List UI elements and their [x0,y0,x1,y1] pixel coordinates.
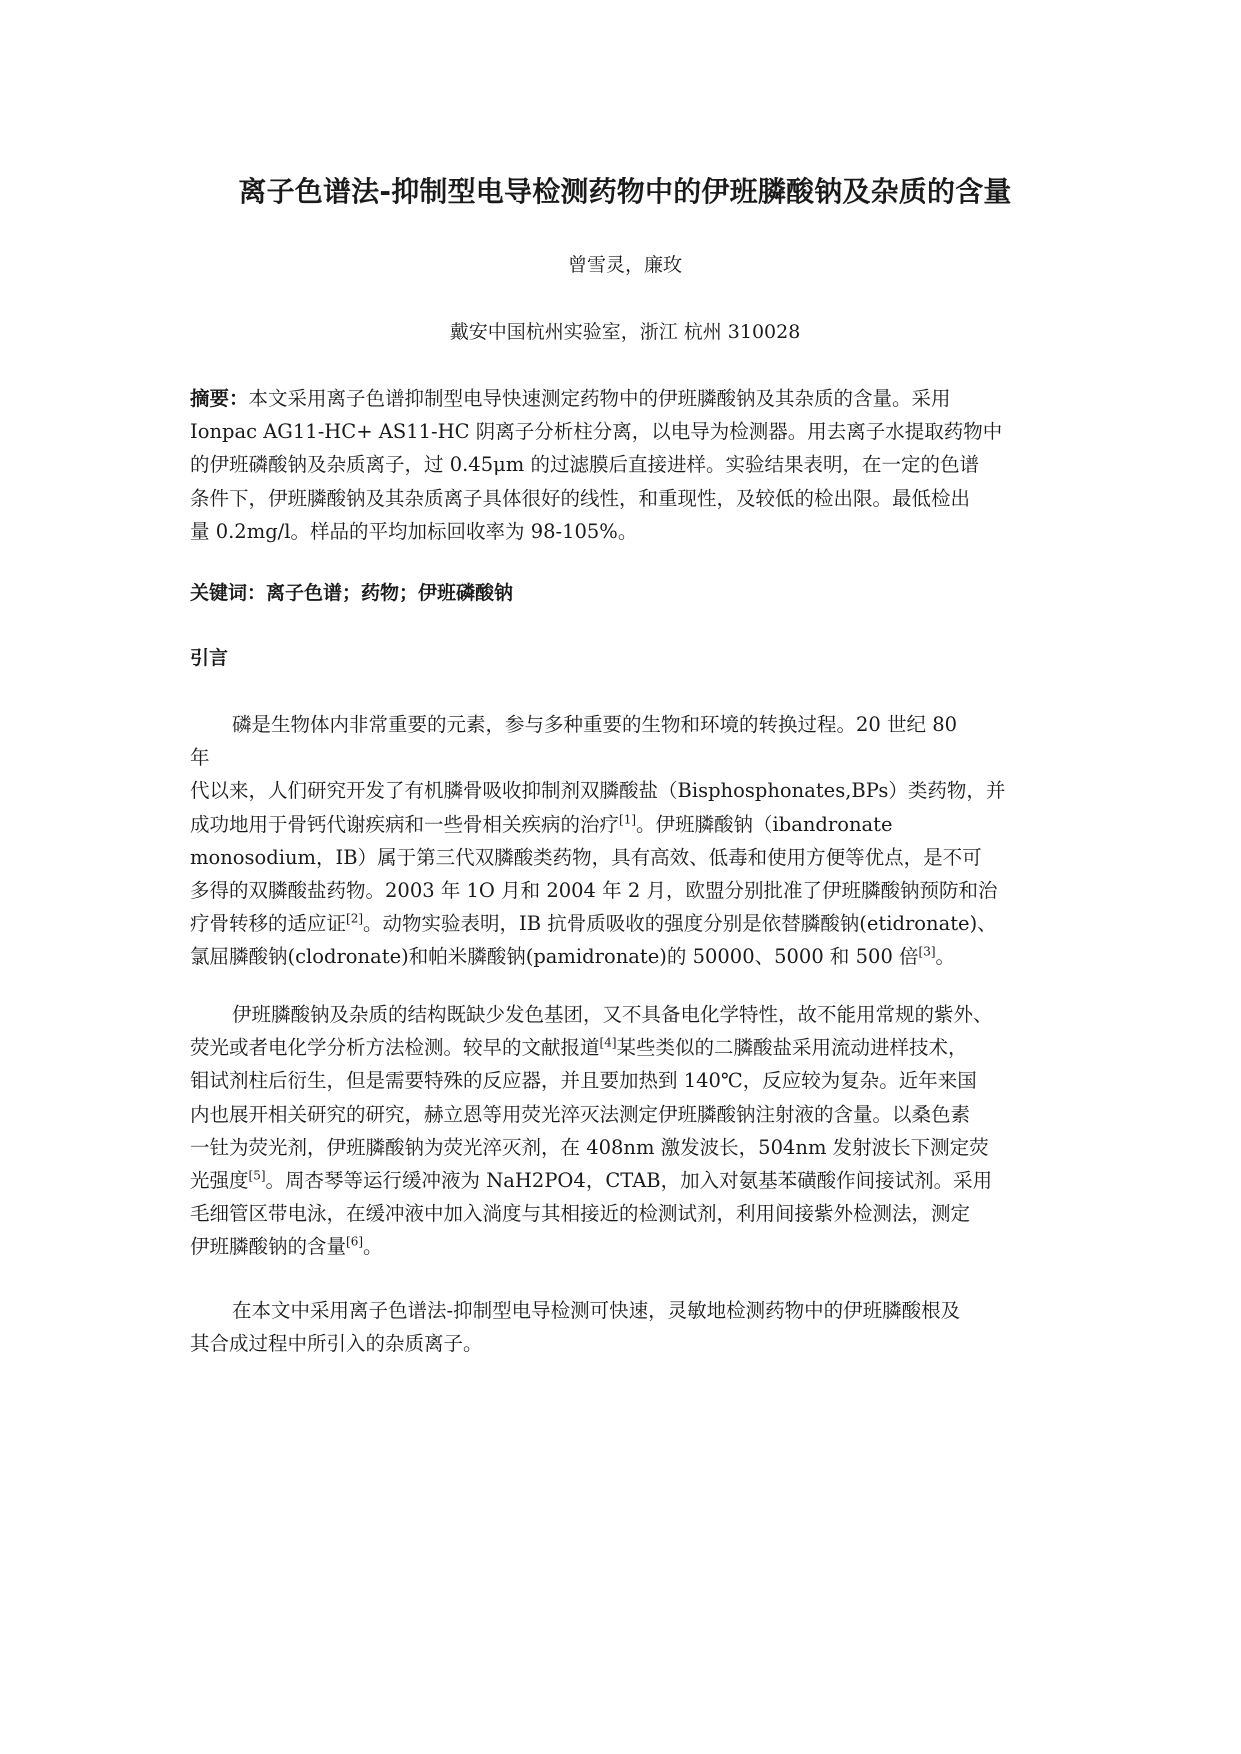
paragraph-line: 伊班膦酸钠及杂质的结构既缺少发色基团，又不具备电化学特性，故不能用常规的紫外、 [232,1003,993,1026]
affiliation: 戴安中国杭州实验室，浙江 杭州 310028 [449,321,801,343]
paragraph-line: 毛细管区带电泳，在缓冲液中加入淌度与其相接近的检测试剂，利用间接紫外检测法，测定 [190,1202,971,1226]
paragraph-line: monosodium，IB）属于第三代双膦酸类药物，具有高效、低毒和使用方便等优点，是不可 [190,845,982,869]
abstract-text: 本文采用离子色谱抑制型电导快速测定药物中的伊班膦酸钠及其杂质的含量。采用 [248,387,951,410]
abstract-line: Ionpac AG11-HC+ AS11-HC 阴离子分析柱分离，以电导为检测器。用去离子水提取药物中 [190,420,1003,444]
abstract-line: 的伊班磷酸钠及杂质离子，过 0.45μm 的过滤膜后直接进样。实验结果表明，在一定的色谱 [190,453,979,477]
abstract-line: 量 0.2mg/l。样品的平均加标回收率为 98-105%。 [190,519,638,543]
paragraph-line [190,940,1060,973]
text-segment: 。伊班膦酸钠（ibandronate [636,812,893,836]
paragraph-line [190,1164,1060,1197]
paragraph-line [190,907,1060,940]
abstract-line: 条件下，伊班膦酸钠及其杂质离子具体很好的线性，和重现性，及较低的检出限。最低检出 [190,486,971,510]
intro-paragraph-3 [190,1294,1060,1360]
text-segment: 。 [935,945,956,969]
author-list: 曾雪灵，廉玫 [567,254,682,276]
paragraph-line: 钼试剂柱后衍生，但是需要特殊的反应器，并且要加热到 140℃，反应较为复杂。近年来国 [190,1069,977,1093]
citation-ref[interactable]: [4] [599,1035,617,1050]
paragraph-line: 内也展开相关研究的研究，赫立恩等用荧光淬灭法测定伊班膦酸钠注射液的含量。以桑色素 [190,1102,971,1126]
text-segment: 荧光或者电化学分析方法检测。较早的文献报道 [190,1036,600,1060]
text-segment: 光强度 [190,1169,249,1193]
citation-ref[interactable]: [2] [346,911,364,926]
paragraph-line: 磷是生物体内非常重要的元素，参与多种重要的生物和环境的转换过程。20 世纪 80 [232,713,958,736]
paragraph-line [190,1230,1060,1263]
citation-ref[interactable]: [5] [248,1168,266,1183]
paragraph-line: 年 [190,746,210,770]
text-segment: 氯屈膦酸钠(clodronate)和帕米膦酸钠(pamidronate)的 50000、5000 和 500 倍 [190,945,919,969]
citation-ref[interactable]: [1] [619,812,637,827]
abstract-paragraph [190,382,1060,548]
intro-paragraph-2 [190,998,1060,1264]
paragraph-line: 在本文中采用离子色谱法-抑制型电导检测可快速，灵敏地检测药物中的伊班膦酸根及 [232,1299,961,1322]
abstract-line [190,382,1060,415]
paragraph-line [190,808,1060,841]
citation-ref[interactable]: [6] [346,1234,364,1249]
text-segment: 成功地用于骨钙代谢疾病和一些骨相关疾病的治疗 [190,812,620,836]
paragraph-line [190,1031,1060,1064]
text-segment: 。动物实验表明，IB 抗骨质吸收的强度分别是依替膦酸钠(etidronate)、 [363,912,997,936]
paragraph-line: 代以来，人们研究开发了有机膦骨吸收抑制剂双膦酸盐（Bisphosphonates,BPs）类药物，并 [190,779,1006,803]
paper-title: 离子色谱法-抑制型电导检测药物中的伊班膦酸钠及杂质的含量 [238,175,1012,208]
section-heading-introduction: 引言 [190,647,229,669]
text-segment: 。周杏琴等运行缓冲液为 NaH2PO4，CTAB，加入对氨基苯磺酸作间接试剂。采用 [265,1169,993,1193]
paragraph-line: 一钍为荧光剂，伊班膦酸钠为荧光淬灭剂，在 408nm 激发波长，504nm 发射波长下测定荧 [190,1135,989,1159]
paragraph-line: 其合成过程中所引入的杂质离子。 [190,1332,483,1356]
text-segment: 疗骨转移的适应证 [190,912,347,936]
text-segment: 伊班膦酸钠的含量 [190,1235,347,1259]
text-segment: 。 [363,1235,383,1259]
intro-paragraph-1 [190,708,1060,974]
keywords: 关键词：离子色谱；药物；伊班磷酸钠 [190,582,514,604]
abstract-label: 摘要： [190,387,249,410]
paragraph-line: 多得的双膦酸盐药物。2003 年 1O 月和 2004 年 2 月，欧盟分别批准了伊班膦酸钠预防和治 [190,879,998,903]
text-segment: 某些类似的二膦酸盐采用流动进样技术， [616,1036,968,1060]
citation-ref[interactable]: [3] [918,944,936,959]
